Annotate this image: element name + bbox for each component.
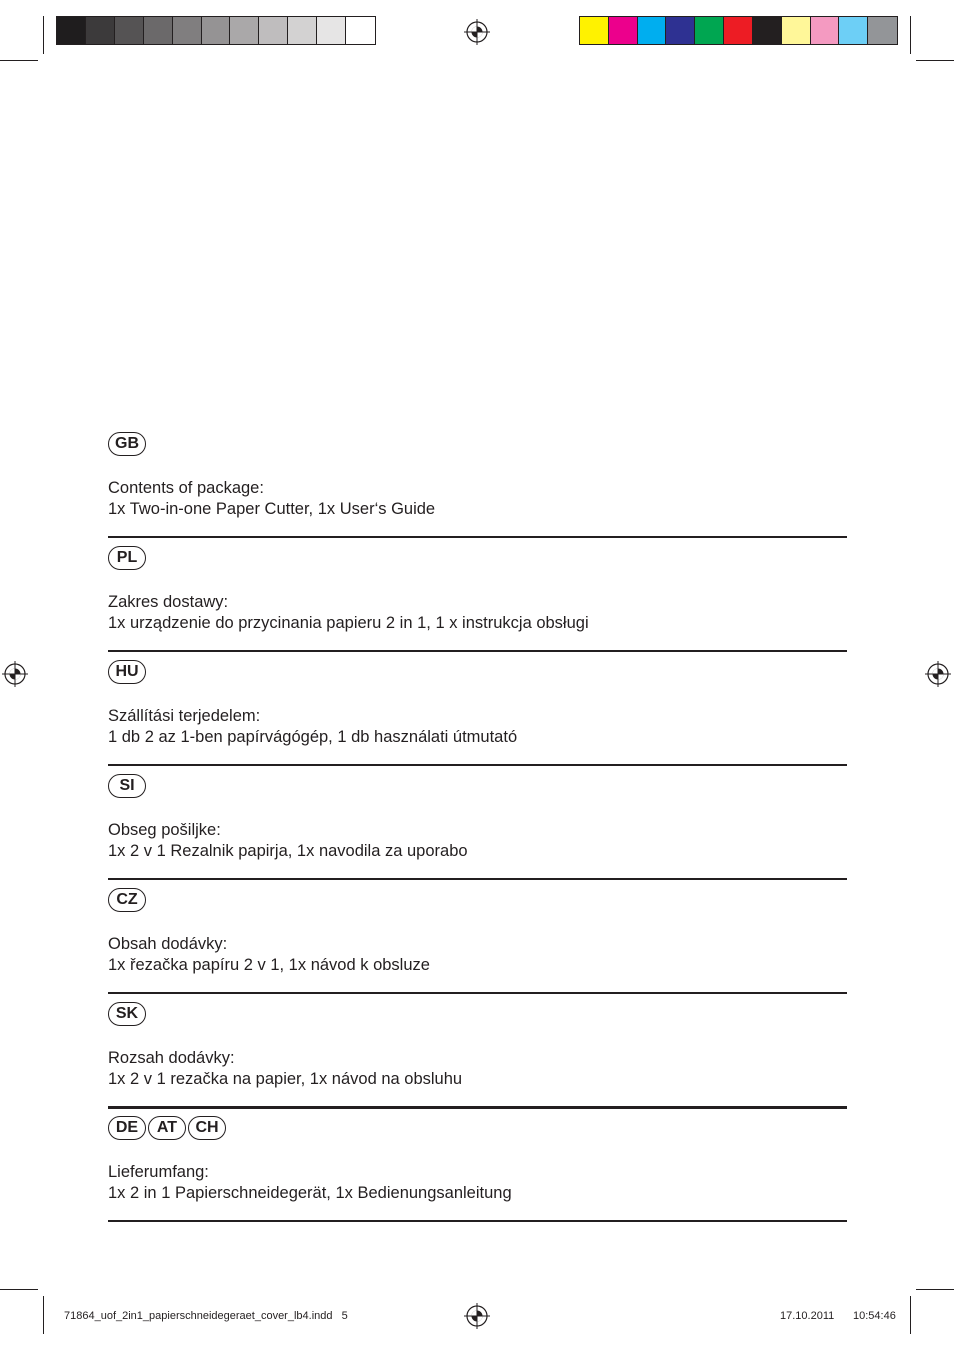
section-content: 1x Two-in-one Paper Cutter, 1x User‘s Guide — [108, 500, 436, 518]
section-label: Obsah dodávky: — [108, 935, 228, 953]
section-label: Contents of package: — [108, 479, 264, 497]
language-badge: SI — [108, 774, 146, 798]
grayscale-swatch — [259, 17, 288, 44]
language-badges — [108, 660, 847, 684]
process-color-bar — [579, 16, 898, 45]
crop-mark — [910, 1296, 911, 1334]
process-color-swatch — [666, 17, 695, 44]
grayscale-swatch — [173, 17, 202, 44]
section-divider — [108, 1220, 847, 1222]
section-content: 1x 2 v 1 rezačka na papier, 1x návod na obsluhu — [108, 1070, 463, 1088]
language-badge: CH — [188, 1116, 226, 1140]
footer-time: 10:54:46 — [853, 1310, 896, 1322]
section-label: Rozsah dodávky: — [108, 1049, 235, 1067]
section-divider — [108, 536, 847, 538]
process-color-swatch — [839, 17, 868, 44]
language-badges — [108, 1002, 847, 1026]
grayscale-swatch — [144, 17, 173, 44]
language-badge: SK — [108, 1002, 146, 1026]
process-color-swatch — [695, 17, 724, 44]
section-content: 1 db 2 az 1-ben papírvágógép, 1 db használati útmutató — [108, 728, 518, 746]
grayscale-swatch — [86, 17, 115, 44]
crop-mark — [0, 1289, 38, 1290]
grayscale-color-bar — [56, 16, 376, 45]
footer-date: 17.10.2011 — [780, 1310, 835, 1322]
language-badge: DE — [108, 1116, 146, 1140]
registration-mark-icon — [464, 1303, 490, 1329]
section-divider — [108, 1106, 847, 1109]
language-badge: HU — [108, 660, 146, 684]
section-divider — [108, 992, 847, 994]
registration-mark-icon — [464, 19, 490, 45]
grayscale-swatch — [346, 17, 375, 44]
section-divider — [108, 764, 847, 766]
crop-mark — [916, 60, 954, 61]
section-label: Obseg pošiljke: — [108, 821, 221, 839]
grayscale-swatch — [317, 17, 346, 44]
section-content: 1x urządzenie do przycinania papieru 2 in 1, 1 x instrukcja obsługi — [108, 614, 589, 632]
section-content: 1x řezačka papíru 2 v 1, 1x návod k obsluze — [108, 956, 430, 974]
process-color-swatch — [782, 17, 811, 44]
grayscale-swatch — [288, 17, 317, 44]
section-pl — [108, 546, 847, 634]
crop-mark — [43, 16, 44, 54]
process-color-swatch — [811, 17, 840, 44]
language-badge: AT — [148, 1116, 186, 1140]
section-cz — [108, 888, 847, 976]
process-color-swatch — [580, 17, 609, 44]
process-color-swatch — [638, 17, 667, 44]
language-badges — [108, 546, 847, 570]
section-label: Zakres dostawy: — [108, 593, 229, 611]
process-color-swatch — [753, 17, 782, 44]
language-badges — [108, 888, 847, 912]
crop-mark — [910, 16, 911, 54]
section-de-at-ch — [108, 1116, 847, 1204]
language-badge: CZ — [108, 888, 146, 912]
section-hu — [108, 660, 847, 748]
process-color-swatch — [868, 17, 897, 44]
section-label: Szállítási terjedelem: — [108, 707, 261, 725]
language-badges — [108, 432, 847, 456]
crop-mark — [43, 1296, 44, 1334]
grayscale-swatch — [57, 17, 86, 44]
section-divider — [108, 878, 847, 880]
section-content: 1x 2 v 1 Rezalnik papirja, 1x navodila za uporabo — [108, 842, 468, 860]
section-content: 1x 2 in 1 Papierschneidegerät, 1x Bedienungsanleitung — [108, 1184, 512, 1202]
language-badges — [108, 774, 847, 798]
crop-mark — [0, 60, 38, 61]
language-badges — [108, 1116, 847, 1140]
section-sk — [108, 1002, 847, 1090]
language-badge: PL — [108, 546, 146, 570]
section-divider — [108, 650, 847, 652]
section-gb — [108, 432, 847, 520]
section-label: Lieferumfang: — [108, 1163, 209, 1181]
language-badge: GB — [108, 432, 146, 456]
registration-mark-icon — [2, 661, 28, 687]
grayscale-swatch — [202, 17, 231, 44]
footer-filename: 71864_uof_2in1_papierschneidegeraet_cover_lb4.indd 5 — [64, 1310, 348, 1322]
registration-mark-icon — [925, 661, 951, 687]
grayscale-swatch — [115, 17, 144, 44]
process-color-swatch — [724, 17, 753, 44]
crop-mark — [916, 1289, 954, 1290]
process-color-swatch — [609, 17, 638, 44]
section-si — [108, 774, 847, 862]
grayscale-swatch — [230, 17, 259, 44]
